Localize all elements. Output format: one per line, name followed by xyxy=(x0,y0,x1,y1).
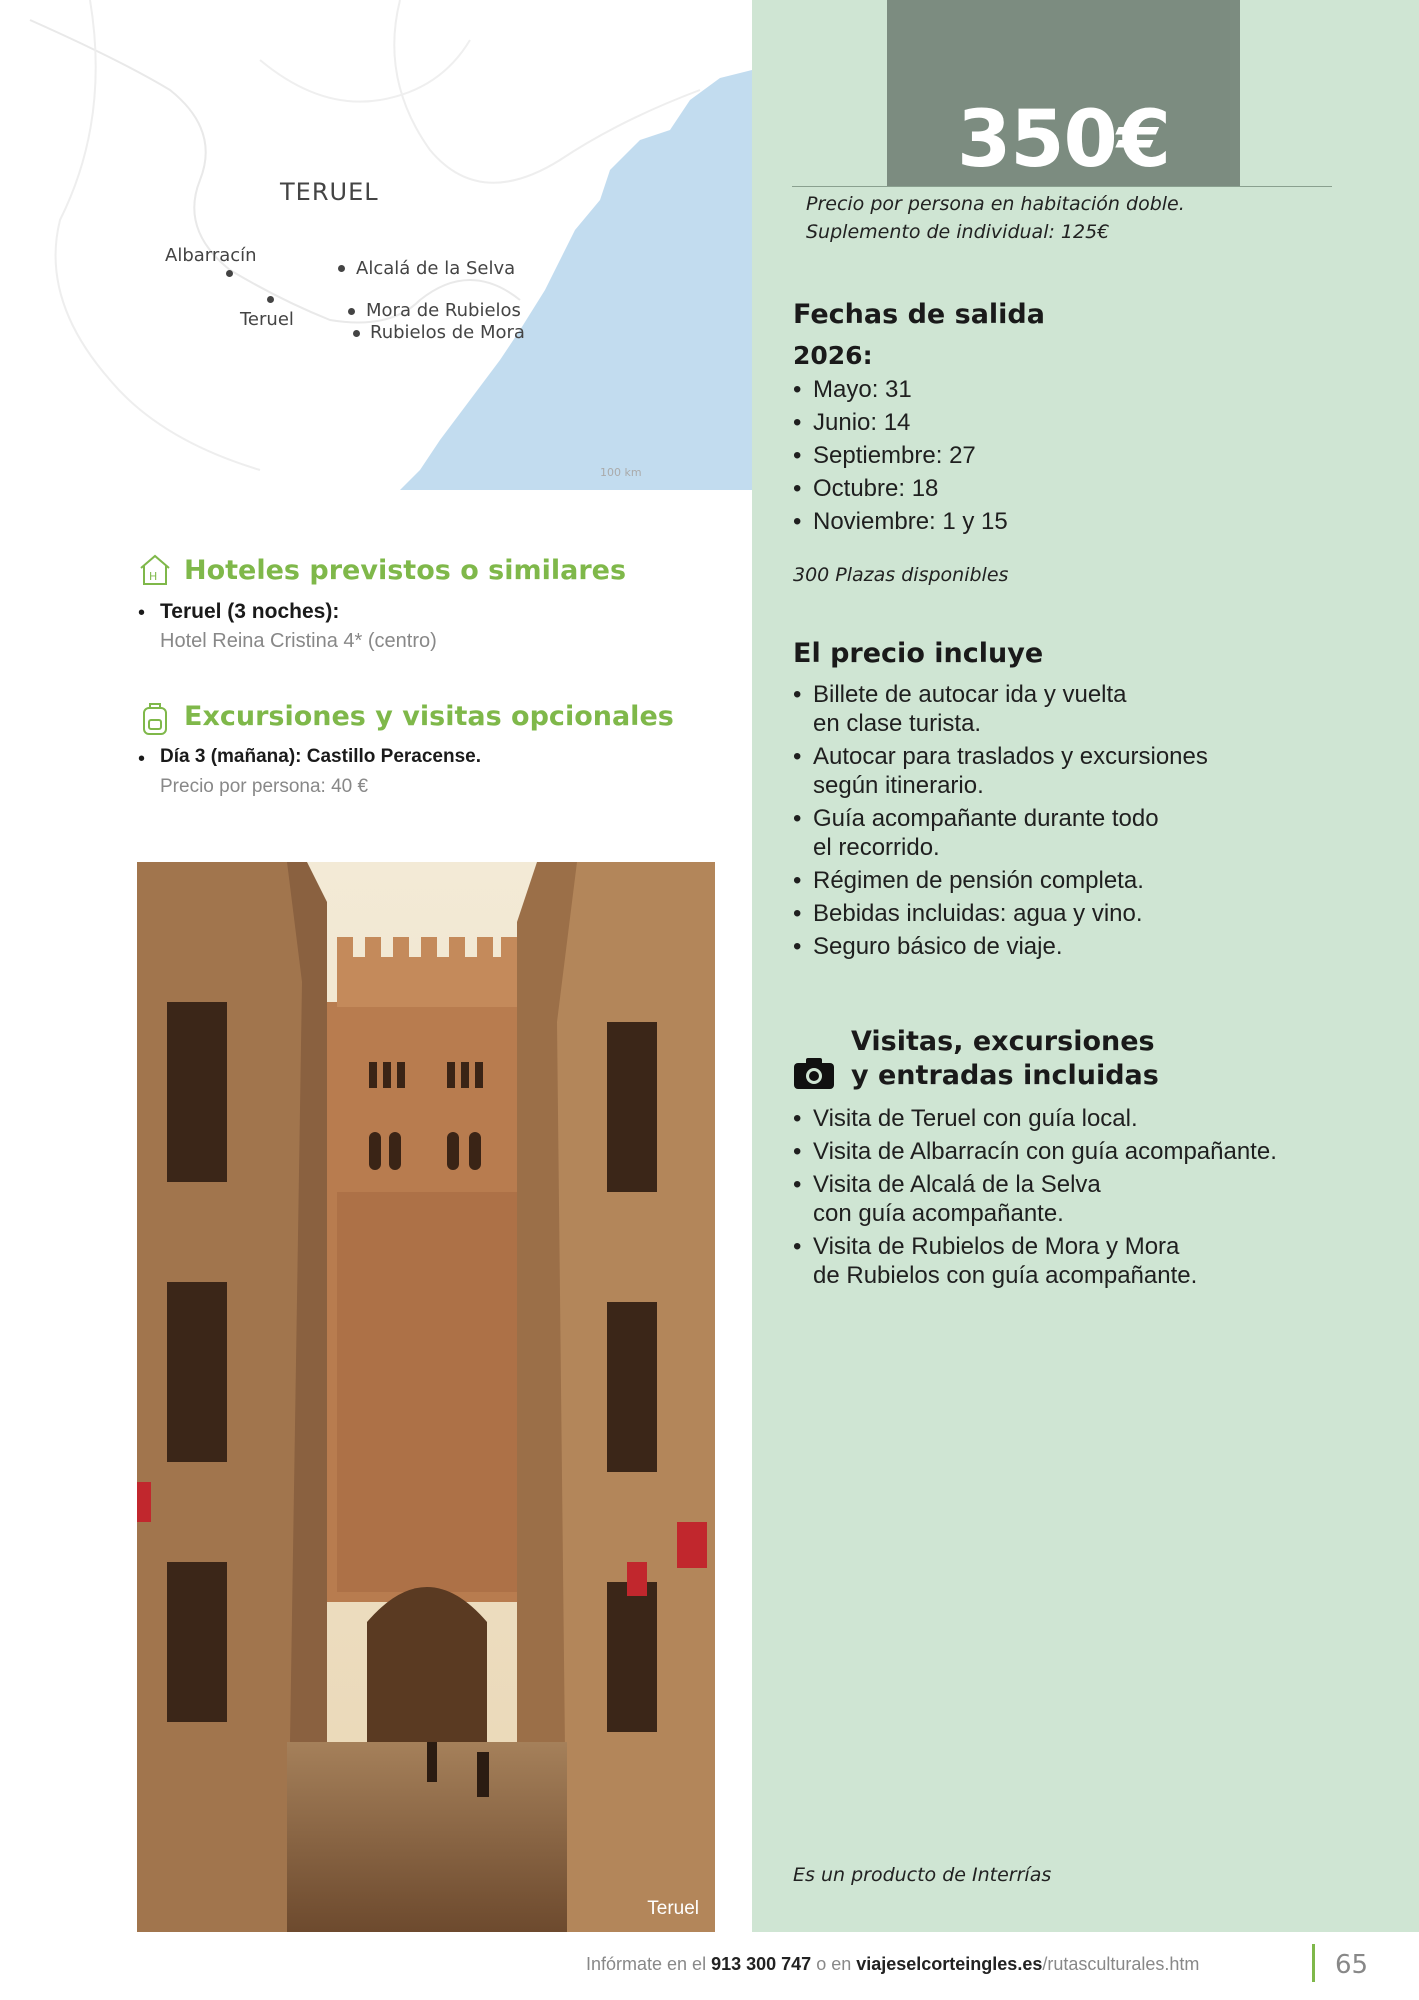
price-divider xyxy=(792,186,1332,187)
fecha-item-text: Noviembre: 1 y 15 xyxy=(813,508,1008,535)
incluye-item xyxy=(793,899,1373,928)
price-amount: 350€ xyxy=(956,95,1171,185)
incluye-item-text: según itinerario. xyxy=(813,772,984,799)
svg-text:H: H xyxy=(149,570,158,583)
incluye-item-text: Bebidas incluidas: agua y vino. xyxy=(813,900,1143,927)
visita-item xyxy=(793,1137,1393,1166)
hoteles-city: Teruel (3 noches): xyxy=(160,600,340,623)
incluye-title: El precio incluye xyxy=(793,638,1044,669)
excursiones-bullet: • xyxy=(138,748,146,770)
map-label-alcala: Alcalá de la Selva xyxy=(356,258,516,279)
footer-site[interactable]: viajeselcorteingles.es xyxy=(856,1954,1043,1974)
producto-note: Es un producto de Interrías xyxy=(793,1864,1052,1886)
visita-item-text: Visita de Alcalá de la Selva xyxy=(813,1171,1101,1198)
visitas-title-2: y entradas incluidas xyxy=(851,1060,1159,1091)
fechas-list xyxy=(793,375,1353,536)
fecha-item-text: Septiembre: 27 xyxy=(813,442,976,469)
sea xyxy=(400,70,752,490)
visitas-list xyxy=(793,1104,1393,1290)
incluye-item xyxy=(793,804,1373,862)
fecha-item-text: Junio: 14 xyxy=(813,409,911,436)
visita-item xyxy=(793,1170,1393,1228)
incluye-item-text: Autocar para traslados y excursiones xyxy=(813,743,1208,770)
hoteles-bullet: • xyxy=(138,602,146,624)
map-dot-mora xyxy=(348,308,355,315)
fecha-item xyxy=(793,408,1353,437)
map-dot-rubielos xyxy=(353,330,360,337)
hoteles-title: Hoteles previstos o similares xyxy=(184,555,627,586)
footer-path[interactable]: /rutasculturales.htm xyxy=(1042,1954,1200,1974)
visita-item-text: Visita de Rubielos de Mora y Mora xyxy=(813,1233,1180,1260)
map-label-mora: Mora de Rubielos xyxy=(366,300,521,321)
incluye-item xyxy=(793,742,1373,800)
fecha-item xyxy=(793,441,1353,470)
map-dot-teruel xyxy=(267,296,274,303)
incluye-item-text: en clase turista. xyxy=(813,710,982,737)
footer-middle: o en xyxy=(811,1954,857,1974)
page-number: 65 xyxy=(1335,1950,1369,1980)
incluye-item xyxy=(793,866,1373,895)
hotel-icon xyxy=(138,553,172,587)
incluye-item-text: Régimen de pensión completa. xyxy=(813,867,1144,894)
incluye-item-text: Seguro básico de viaje. xyxy=(813,933,1063,960)
teruel-street-photo xyxy=(137,862,715,1932)
fecha-item-text: Mayo: 31 xyxy=(813,376,912,403)
visita-item xyxy=(793,1104,1393,1133)
fecha-item xyxy=(793,474,1353,503)
camera-icon xyxy=(793,1056,835,1090)
hoteles-hotel: Hotel Reina Cristina 4* (centro) xyxy=(160,630,437,652)
visita-item-text: Visita de Teruel con guía local. xyxy=(813,1105,1138,1132)
photo-caption: Teruel xyxy=(647,1898,699,1919)
footer-text xyxy=(586,1954,1199,1975)
fecha-item xyxy=(793,375,1353,404)
visita-item-text: Visita de Albarracín con guía acompañante. xyxy=(813,1138,1277,1165)
plazas-note: 300 Plazas disponibles xyxy=(793,564,1009,586)
visita-item-text: de Rubielos con guía acompañante. xyxy=(813,1262,1198,1289)
footer-divider xyxy=(1312,1944,1315,1982)
map-label-albarracin: Albarracín xyxy=(165,245,257,266)
incluye-list xyxy=(793,680,1373,961)
incluye-item-text: Billete de autocar ida y vuelta xyxy=(813,681,1127,708)
visita-item xyxy=(793,1232,1393,1290)
fechas-year: 2026: xyxy=(793,341,873,370)
fechas-title: Fechas de salida xyxy=(793,299,1045,330)
price-note-1: Precio por persona en habitación doble. xyxy=(806,193,1185,215)
map-region-label: TERUEL xyxy=(280,178,379,206)
fecha-item-text: Octubre: 18 xyxy=(813,475,939,502)
incluye-item-text: Guía acompañante durante todo xyxy=(813,805,1159,832)
incluye-item xyxy=(793,680,1373,738)
map-dot-albarracin xyxy=(226,270,233,277)
fecha-item xyxy=(793,507,1353,536)
excursiones-item: Día 3 (mañana): Castillo Peracense. xyxy=(160,746,482,767)
footer-prefix: Infórmate en el xyxy=(586,1954,712,1974)
excursiones-price: Precio por persona: 40 € xyxy=(160,776,369,797)
map-graphic xyxy=(0,0,752,490)
visitas-title-1: Visitas, excursiones xyxy=(851,1026,1155,1057)
backpack-icon xyxy=(140,700,170,736)
footer-phone: 913 300 747 xyxy=(711,1954,812,1974)
route-map xyxy=(0,0,752,490)
info-panel xyxy=(752,0,1419,1932)
excursiones-title: Excursiones y visitas opcionales xyxy=(184,701,674,732)
map-scale: 100 km xyxy=(600,466,642,479)
visita-item-text: con guía acompañante. xyxy=(813,1200,1064,1227)
incluye-item-text: el recorrido. xyxy=(813,834,940,861)
incluye-item xyxy=(793,932,1373,961)
map-label-teruel: Teruel xyxy=(240,309,294,330)
photo-illustration xyxy=(137,862,715,1932)
map-label-rubielos: Rubielos de Mora xyxy=(370,322,525,343)
map-dot-alcala xyxy=(338,265,345,272)
price-note-2: Suplemento de individual: 125€ xyxy=(806,221,1110,243)
